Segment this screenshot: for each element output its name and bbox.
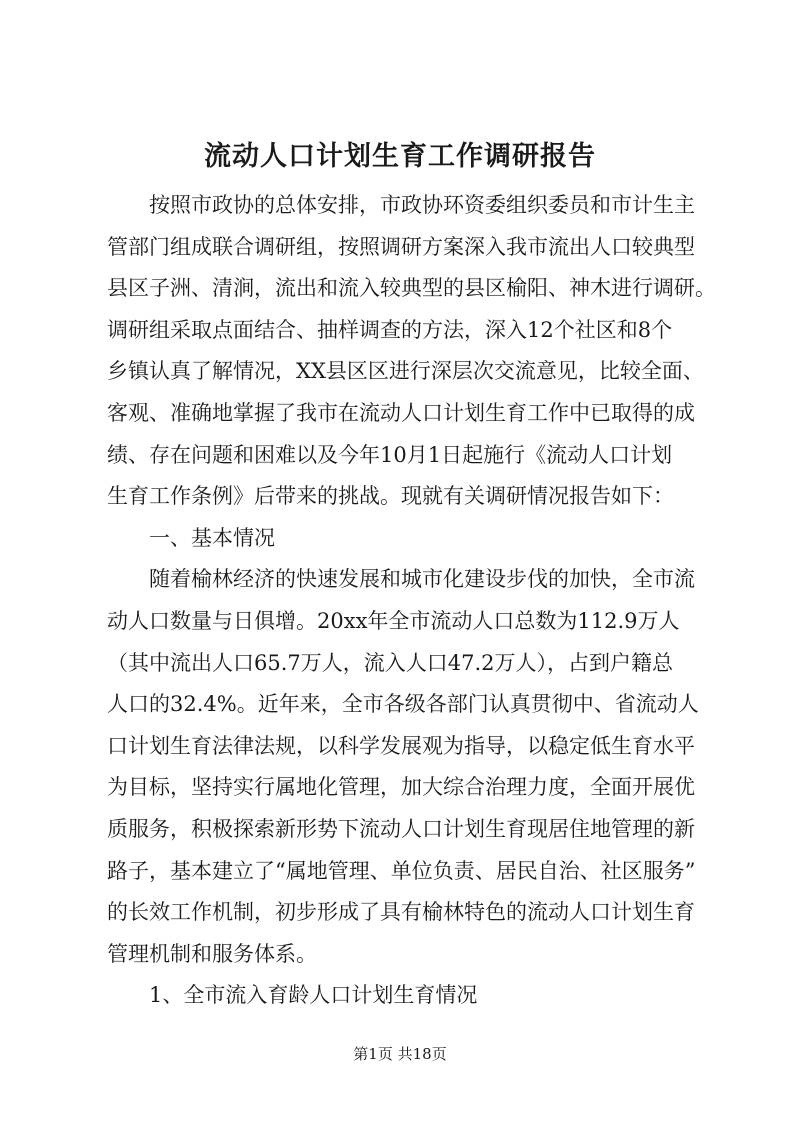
paragraph-line: 动人口数量与日俱增。20xx年全市流动人口总数为112.9万人 bbox=[107, 608, 680, 633]
document-title: 流动人口计划生育工作调研报告 bbox=[204, 141, 596, 172]
paragraph-line: 为目标，坚持实行属地化管理，加大综合治理力度，全面开展优 bbox=[107, 775, 695, 800]
section-heading: 一、基本情况 bbox=[149, 525, 275, 550]
subsection-heading: 1、全市流入育龄人口计划生育情况 bbox=[149, 983, 478, 1008]
paragraph-line: 按照市政协的总体安排，市政协环资委组织委员和市计生主 bbox=[149, 193, 695, 217]
paragraph-line: 口计划生育法律法规，以科学发展观为指导，以稳定低生育水平 bbox=[107, 733, 695, 758]
paragraph-line: 乡镇认真了解情况，XX县区区进行深层次交流意见，比较全面、 bbox=[107, 359, 704, 384]
page-footer: 第1页 共18页 bbox=[353, 1045, 447, 1063]
paragraph-line: 生育工作条例》后带来的挑战。现就有关调研情况报告如下： bbox=[107, 484, 674, 509]
paragraph-line: 的长效工作机制，初步形成了具有榆林特色的流动人口计划生育 bbox=[107, 900, 695, 925]
paragraph-line: 客观、准确地掌握了我市在流动人口计划生育工作中已取得的成 bbox=[107, 400, 695, 425]
paragraph-line: 质服务，积极探索新形势下流动人口计划生育现居住地管理的新 bbox=[107, 816, 695, 841]
paragraph-line: 管部门组成联合调研组，按照调研方案深入我市流出人口较典型 bbox=[107, 234, 695, 259]
paragraph-line: 县区子洲、清涧，流出和流入较典型的县区榆阳、神木进行调研。 bbox=[107, 276, 716, 301]
paragraph-line: 路子，基本建立了“属地管理、单位负责、居民自治、社区服务” bbox=[107, 858, 696, 883]
paragraph-line: 人口的32.4%。近年来，全市各级各部门认真贯彻中、省流动人 bbox=[107, 692, 699, 717]
paragraph-line: 绩、存在问题和困难以及今年10月1日起施行《流动人口计划 bbox=[107, 442, 673, 467]
document-body bbox=[107, 185, 716, 1017]
paragraph-line: 管理机制和服务体系。 bbox=[107, 941, 317, 966]
paragraph-line: 随着榆林经济的快速发展和城市化建设步伐的加快，全市流 bbox=[149, 567, 695, 592]
paragraph-line: （其中流出人口65.7万人，流入人口47.2万人），占到户籍总 bbox=[107, 650, 674, 675]
paragraph-line: 调研组采取点面结合、抽样调查的方法，深入12个社区和8个 bbox=[107, 317, 673, 342]
